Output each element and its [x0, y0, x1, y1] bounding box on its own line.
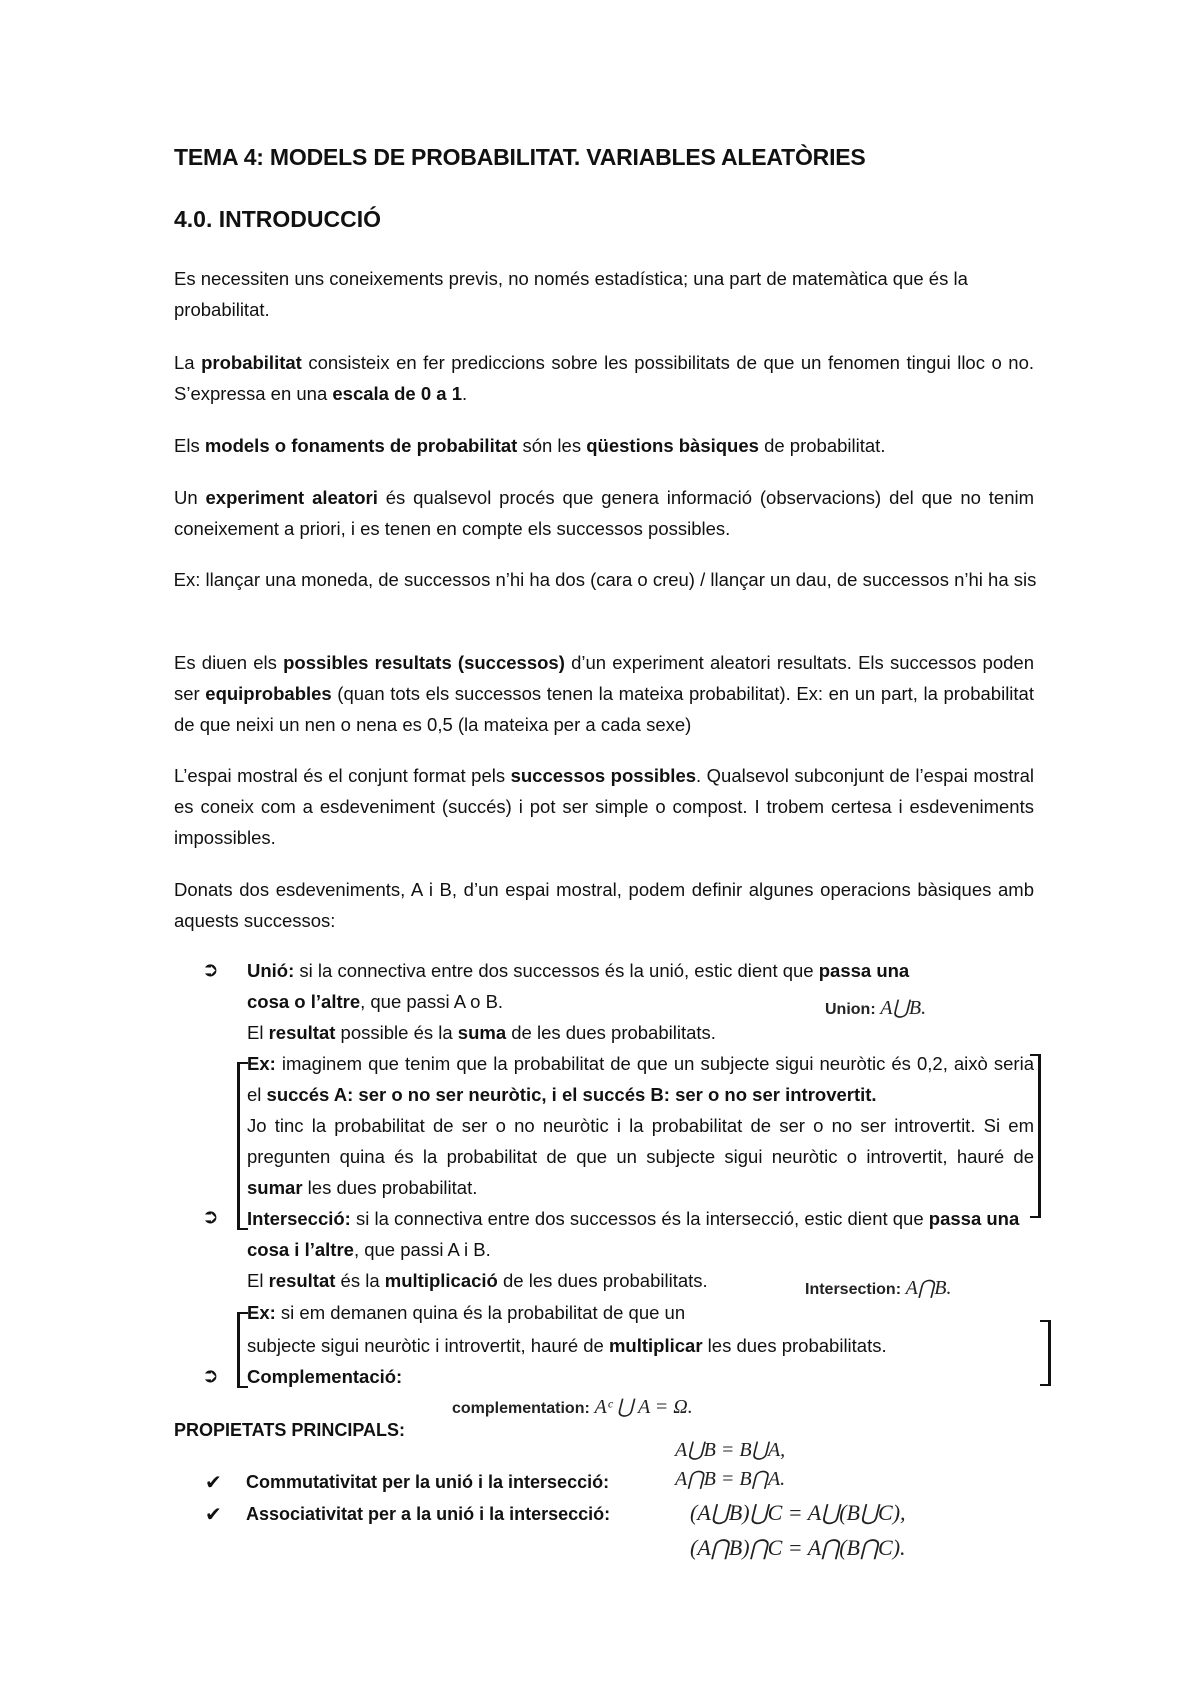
intersection-result: El resultat és la multiplicació de les dues probabilitats.	[247, 1270, 708, 1291]
formula-associative-union: (A⋃B)⋃C = A⋃(B⋃C),	[690, 1500, 906, 1525]
property-commutativity: Commutativitat per la unió i la intersecció:	[246, 1472, 610, 1492]
intersection-example-2: subjecte sigui neuròtic i introvertit, hauré de multiplicar les dues probabilitats.	[247, 1335, 887, 1356]
properties-heading: PROPIETATS PRINCIPALS:	[174, 1420, 406, 1440]
paragraph-probabilitat: La probabilitat consisteix en fer prediccions sobre les possibilitats de que un fenomen tingui lloc o no. S’expressa en una escala de 0 a 1.	[174, 352, 1034, 404]
union-example: Ex: imaginem que tenim que la probabilitat de que un subjecte sigui neuròtic és 0,2, això seria el succés A: ser o no ser neuròtic, i el succés B: ser o no ser introvertit. Jo tinc la probabilitat de ser o no neuròtic i la probabilitat de ser o no ser introvertit. Si em pregunten quina és la probabilitat de que un subjecte sigui neuròtic o introvertit, hauré de sumar les dues probabilitat.	[247, 1053, 1034, 1198]
formula-commutative-union: A⋃B = B⋃A,	[675, 1439, 786, 1461]
formula-commutative-intersection: A⋂B = B⋂A.	[675, 1468, 786, 1490]
paragraph-espai-mostral: L’espai mostral és el conjunt format pels successos possibles. Qualsevol subconjunt de l’espai mostral es coneix com a esdeveniment (succés) i pot ser simple o compost. I trobem certesa i esdeveniments impossibles.	[174, 765, 1034, 848]
paragraph-models: Els models o fonaments de probabilitat són les qüestions bàsiques de probabilitat.	[174, 435, 886, 456]
section-heading: 4.0. INTRODUCCIÓ	[174, 206, 382, 232]
example-moneda: Ex: llançar una moneda, de successos n’hi ha dos (cara o creu) / llançar un dau, de successos n’hi ha sis	[173, 569, 1037, 590]
union-formula: Union: A⋃B.	[825, 997, 927, 1019]
property-associativity: Associativitat per a la unió i la intersecció:	[246, 1504, 611, 1524]
check-icon: ✔	[205, 1504, 222, 1526]
intersection-line-1: Intersecció: si la connectiva entre dos successos és la intersecció, estic dient que passa una cosa i l’altre, que passi A i B.	[247, 1208, 1020, 1260]
paragraph-experiment: Un experiment aleatori és qualsevol procés que genera informació (observacions) del que no tenim coneixement a priori, i es tenen en compte els successos possibles.	[174, 487, 1035, 539]
page-title: TEMA 4: MODELS DE PROBABILITAT. VARIABLES ALEATÒRIES	[174, 144, 866, 170]
union-result: El resultat possible és la suma de les dues probabilitats.	[247, 1022, 716, 1043]
complement-label: Complementació:	[247, 1366, 403, 1387]
bullet-arrow-icon: ➲	[202, 959, 219, 981]
bullet-arrow-icon: ➲	[202, 1206, 219, 1228]
check-icon: ✔	[205, 1472, 222, 1494]
right-bracket	[1030, 1054, 1041, 1218]
intersection-example-1: Ex: si em demanen quina és la probabilitat de que un	[247, 1302, 686, 1323]
right-bracket	[1040, 1320, 1051, 1386]
formula-associative-intersection: (A⋂B)⋂C = A⋂(B⋂C).	[690, 1535, 906, 1560]
paragraph-intro: Es necessiten uns coneixements previs, no només estadística; una part de matemàtica que és la probabilitat.	[174, 268, 968, 320]
union-line-1: Unió: si la connectiva entre dos successos és la unió, estic dient que passa una cosa o l’altre, que passi A o B.	[247, 960, 910, 1012]
paragraph-successos: Es diuen els possibles resultats (successos) d’un experiment aleatori resultats. Els successos poden ser equiprobables (quan tots els successos tenen la mateixa probabilitat). Ex: en un part, la probabilitat de que neixi un nen o nena es 0,5 (la mateixa per a cada sexe)	[174, 652, 1034, 735]
paragraph-operacions: Donats dos esdeveniments, A i B, d’un espai mostral, podem definir algunes operacions bàsiques amb aquests successos:	[174, 879, 1034, 931]
complement-formula: complementation: Aᶜ ⋃ A = Ω.	[452, 1396, 693, 1418]
intersection-formula: Intersection: A⋂B.	[805, 1277, 952, 1299]
bullet-arrow-icon: ➲	[202, 1365, 219, 1387]
